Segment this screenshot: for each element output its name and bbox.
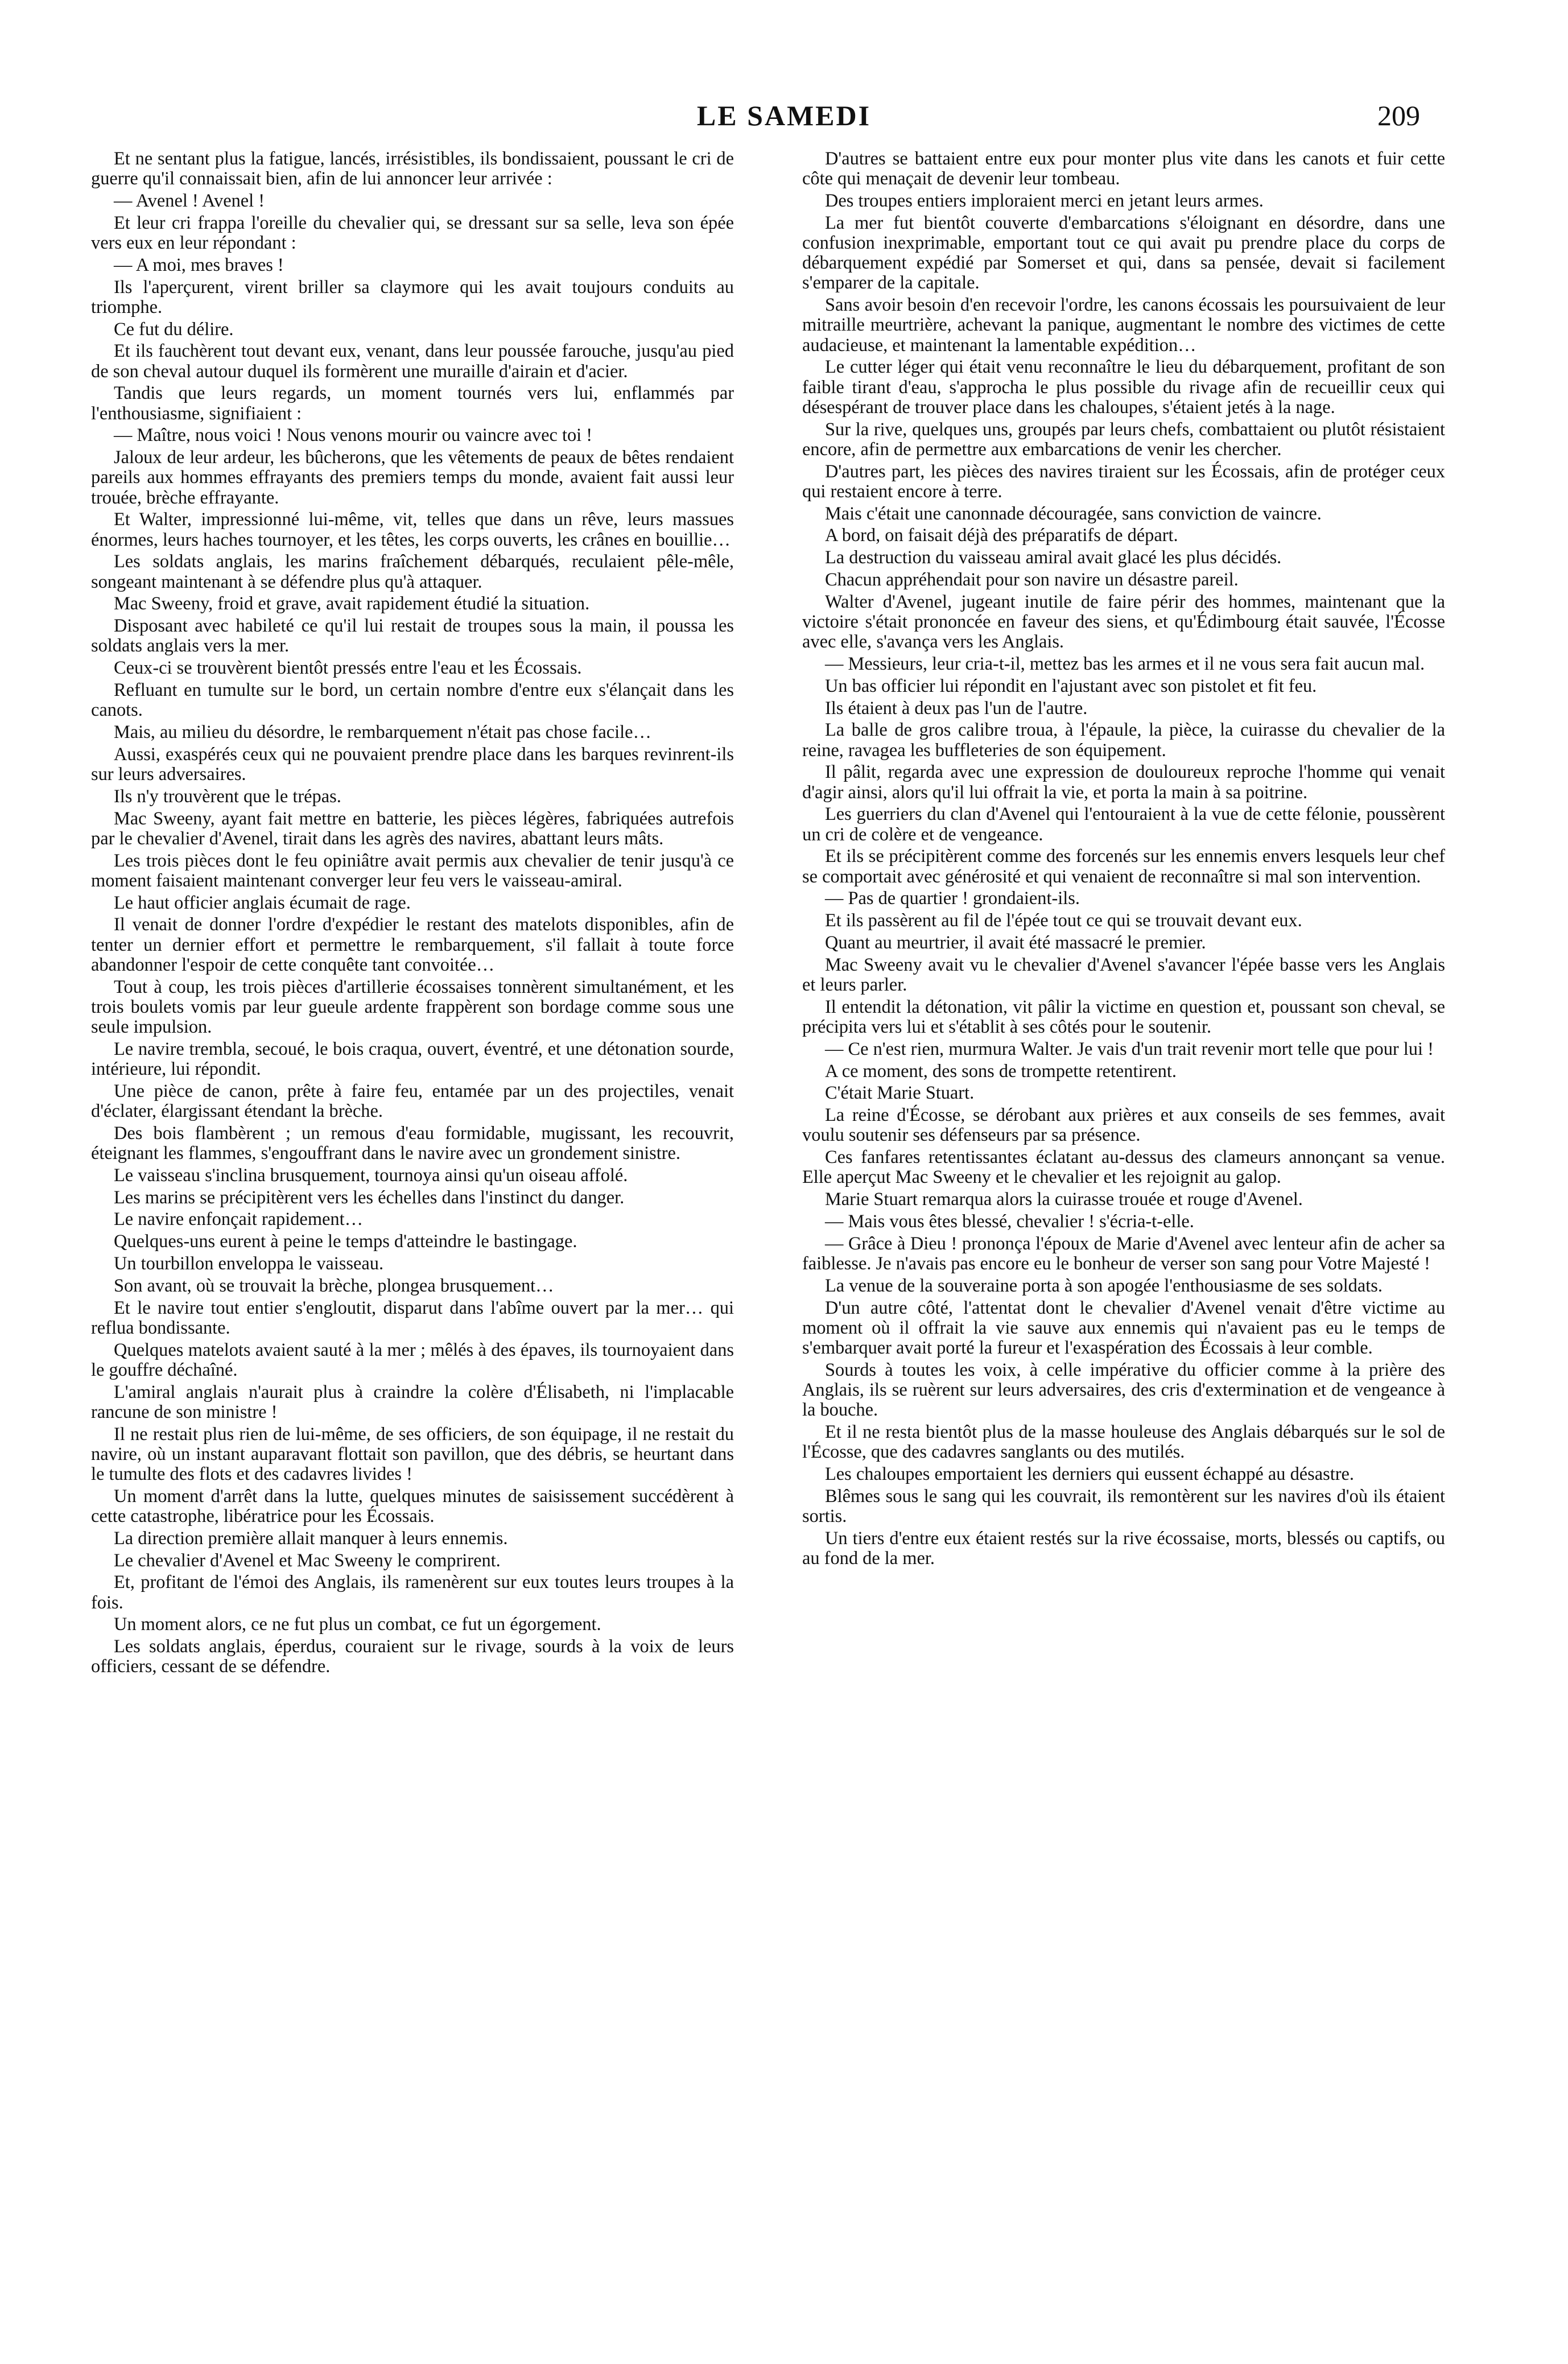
paragraph: Les trois pièces dont le feu opiniâtre avait permis aux chevalier de tenir jusqu'à ce moment faisaient maintenant converger leur feu vers le vaisseau-amiral. [91, 850, 734, 891]
paragraph: Ces fanfares retentissantes éclatant au-dessus des clameurs annonçant sa venue. Elle aperçut Mac Sweeny et le chevalier et les rejoignit au galop. [802, 1147, 1445, 1188]
paragraph: — Avenel ! Avenel ! [114, 191, 265, 211]
paragraph: La reine d'Écosse, se dérobant aux prières et aux conseils de ses femmes, avait voulu soutenir ses défenseurs par sa présence. [802, 1105, 1445, 1146]
paragraph: Aussi, exaspérés ceux qui ne pouvaient prendre place dans les barques revinrent-ils sur leurs adversaires. [91, 744, 734, 785]
paragraph: Refluant en tumulte sur le bord, un certain nombre d'entre eux s'élançait dans les canots. [91, 679, 734, 721]
paragraph: Walter d'Avenel, jugeant inutile de faire périr des hommes, maintenant que la victoire s'était prononcée en faveur des siens, et qu'Édimbourg était sauvée, l'Écosse avec elle, s'avança vers les Anglais. [802, 591, 1445, 653]
paragraph: Des troupes entiers imploraient merci en jetant leurs armes. [825, 191, 1264, 211]
paragraph: Ils l'aperçurent, virent briller sa claymore qui les avait toujours conduits au triomphe. [91, 277, 734, 317]
paragraph: Un moment d'arrêt dans la lutte, quelques minutes de saisissement succédèrent à cette catastrophe, libératrice pour les Écossais. [91, 1486, 734, 1527]
paragraph: La balle de gros calibre troua, à l'épaule, la pièce, la cuirasse du chevalier de la reine, ravagea les buffleteries de son équipement. [802, 720, 1445, 761]
paragraph: La direction première allait manquer à leurs ennemis. [114, 1528, 508, 1549]
paragraph: Les marins se précipitèrent vers les échelles dans l'instinct du danger. [114, 1187, 625, 1208]
paragraph: Le vaisseau s'inclina brusquement, tournoya ainsi qu'un oiseau affolé. [114, 1165, 628, 1186]
paragraph: Ils n'y trouvèrent que le trépas. [114, 786, 341, 807]
paragraph: Et Walter, impressionné lui-même, vit, telles que dans un rêve, leurs massues énormes, leurs haches tournoyer, et les têtes, les corps ouverts, les crânes en bouillie… [91, 509, 734, 550]
paragraph: Le navire trembla, secoué, le bois craqua, ouvert, éventré, et une détonation sourde, intérieure, lui répondit. [91, 1038, 734, 1079]
paragraph: Il entendit la détonation, vit pâlir la victime en question et, poussant son cheval, se précipita vers lui et s'établit à ses côtés pour le soutenir. [802, 996, 1445, 1037]
paragraph: Il pâlit, regarda avec une expression de douloureux reproche l'homme qui venait d'agir ainsi, alors qu'il lui offrait la vie, et porta la main à sa poitrine. [802, 762, 1445, 803]
paragraph: La mer fut bientôt couverte d'embarcations s'éloignant en désordre, dans une confusion inexprimable, emportant tout ce qui avait pu prendre place du corps de débarquement expédié par Somerset et qui, dans sa pensée, devait si facilement s'emparer de la capitale. [802, 212, 1445, 294]
paragraph: Une pièce de canon, prête à faire feu, entamée par un des projectiles, venait d'éclater, élargissant étendant la brèche. [91, 1080, 734, 1121]
paragraph: Le navire enfonçait rapidement… [114, 1209, 363, 1230]
paragraph: Les guerriers du clan d'Avenel qui l'entouraient à la vue de cette félonie, poussèrent un cri de colère et de vengeance. [802, 804, 1445, 845]
paragraph: Les soldats anglais, les marins fraîchement débarqués, reculaient pêle-mêle, songeant maintenant à se défendre plus qu'à attaquer. [91, 551, 734, 592]
paragraph: Un tiers d'entre eux étaient restés sur la rive écossaise, morts, blessés ou captifs, ou au fond de la mer. [802, 1528, 1445, 1569]
paragraph: — Mais vous êtes blessé, chevalier ! s'écria-t-elle. [825, 1211, 1194, 1232]
paragraph: Mais c'était une canonnade découragée, sans conviction de vaincre. [825, 503, 1322, 524]
paragraph: Jaloux de leur ardeur, les bûcherons, que les vêtements de peaux de bêtes rendaient pareils aux hommes effrayants des premiers temps du monde, avaient fait aussi leur trouée, brèche effrayante. [91, 447, 734, 508]
paragraph: Mais, au milieu du désordre, le rembarquement n'était pas chose facile… [114, 721, 651, 742]
paragraph: L'amiral anglais n'aurait plus à craindre la colère d'Élisabeth, ni l'implacable rancune de son ministre ! [91, 1381, 734, 1422]
paragraph: Et le navire tout entier s'engloutit, disparut dans l'abîme ouvert par la mer… qui reflua bondissante. [91, 1297, 734, 1338]
paragraph: D'un autre côté, l'attentat dont le chevalier d'Avenel venait d'être victime au moment où il offrait la vie sauve aux ennemis qui n'avaient pas eu le temps de s'embarquer avait porté la fureur et l'exaspération des Écossais à leur comble. [802, 1297, 1445, 1358]
paragraph: Sans avoir besoin d'en recevoir l'ordre, les canons écossais les poursuivaient de leur mitraille meurtrière, achevant la panique, augmentant le nombre des victimes de cette audacieuse, et maintenant la lamentable expédition… [802, 295, 1445, 356]
paragraph: Le cutter léger qui était venu reconnaître le lieu du débarquement, profitant de son faible tirant d'eau, s'approcha le plus possible du rivage afin de recueillir ceux qui désespérant de trouver place dans les chaloupes, s'étaient jetés à la nage. [802, 357, 1445, 418]
right-column [802, 149, 1445, 1571]
paragraph: Quant au meurtrier, il avait été massacré le premier. [825, 932, 1206, 953]
paragraph: Ce fut du délire. [114, 319, 234, 340]
paragraph: Chacun appréhendait pour son navire un désastre pareil. [825, 570, 1239, 590]
paragraph: A ce moment, des sons de trompette retentirent. [825, 1061, 1177, 1082]
paragraph: Le haut officier anglais écumait de rage. [114, 892, 411, 913]
paragraph: Et ils passèrent au fil de l'épée tout ce qui se trouvait devant eux. [825, 910, 1302, 931]
paragraph: — Ce n'est rien, murmura Walter. Je vais d'un trait revenir mort telle que pour lui ! [825, 1038, 1434, 1059]
paragraph: Blêmes sous le sang qui les couvrait, ils remontèrent sur les navires d'où ils étaient sortis. [802, 1486, 1445, 1527]
paragraph: Mac Sweeny, ayant fait mettre en batterie, les pièces légères, fabriquées autrefois par le chevalier d'Avenel, tirait dans les agrès des navires, abattant leurs mâts. [91, 808, 734, 849]
paragraph: Tout à coup, les trois pièces d'artillerie écossaises tonnèrent simultanément, et les trois boulets vomis par leur gueule ardente frappèrent son bordage comme sous une seule impulsion. [91, 976, 734, 1037]
paragraph: Un bas officier lui répondit en l'ajustant avec son pistolet et fit feu. [825, 675, 1317, 696]
paragraph: — Messieurs, leur cria-t-il, mettez bas les armes et il ne vous sera fait aucun mal. [825, 654, 1425, 674]
paragraph: Un moment alors, ce ne fut plus un combat, ce fut un égorgement. [114, 1614, 601, 1635]
paragraph: Tandis que leurs regards, un moment tournés vers lui, enflammés par l'enthousiasme, signifiaient : [91, 383, 734, 424]
paragraph: A bord, on faisait déjà des préparatifs de départ. [825, 525, 1178, 546]
paragraph: La venue de la souveraine porta à son apogée l'enthousiasme de ses soldats. [825, 1275, 1383, 1296]
paragraph: — A moi, mes braves ! [114, 254, 284, 275]
running-head [97, 96, 1471, 135]
paragraph: Les chaloupes emportaient les derniers qui eussent échappé au désastre. [825, 1463, 1354, 1484]
paragraph: D'autres se battaient entre eux pour monter plus vite dans les canots et fuir cette côte qui menaçait de devenir leur tombeau. [802, 148, 1445, 189]
paragraph: Mac Sweeny avait vu le chevalier d'Avenel s'avancer l'épée basse vers les Anglais et leurs parler. [802, 954, 1445, 995]
paragraph: Et leur cri frappa l'oreille du chevalier qui, se dressant sur sa selle, leva son épée vers eux en leur répondant : [91, 212, 734, 253]
paragraph: Sur la rive, quelques uns, groupés par leurs chefs, combattaient ou plutôt résistaient encore, afin de permettre aux embarcations de venir les chercher. [802, 419, 1445, 460]
paragraph: Ils étaient à deux pas l'un de l'autre. [825, 698, 1088, 719]
paragraph: Quelques-uns eurent à peine le temps d'atteindre le bastingage. [114, 1231, 577, 1252]
paragraph: Ceux-ci se trouvèrent bientôt pressés entre l'eau et les Écossais. [114, 658, 582, 679]
paragraph: Et, profitant de l'émoi des Anglais, ils ramenèrent sur eux toutes leurs troupes à la fois. [91, 1572, 734, 1613]
paragraph: Disposant avec habileté ce qu'il lui restait de troupes sous la main, il poussa les soldats anglais vers la mer. [91, 616, 734, 657]
paragraph: La destruction du vaisseau amiral avait glacé les plus décidés. [825, 547, 1282, 568]
page-number: 209 [1377, 100, 1420, 131]
paragraph: Il venait de donner l'ordre d'expédier le restant des matelots disponibles, afin de tenter un dernier effort et permettre le rembarquement, s'il fallait à toute force abandonner l'espoir de cette conquête tant convoitée… [91, 914, 734, 975]
paragraph: — Pas de quartier ! grondaient-ils. [825, 888, 1080, 909]
paragraph: Des bois flambèrent ; un remous d'eau formidable, mugissant, les recouvrit, éteignant les flammes, s'engouffrant dans le navire avec un grondement sinistre. [91, 1123, 734, 1164]
journal-title: LE SAMEDI [696, 100, 872, 131]
paragraph: Sourds à toutes les voix, à celle impérative du officier comme à la prière des Anglais, ils se ruèrent sur leurs adversaires, des cris d'extermination et de vengeance à la bouche. [802, 1359, 1445, 1421]
paragraph: Son avant, où se trouvait la brèche, plongea brusquement… [114, 1275, 554, 1296]
paragraph: Le chevalier d'Avenel et Mac Sweeny le comprirent. [114, 1550, 501, 1571]
paragraph: Et il ne resta bientôt plus de la masse houleuse des Anglais débarqués sur le sol de l'Écosse, que des cadavres sanglants ou des mutilés. [802, 1421, 1445, 1463]
paragraph: Et ils fauchèrent tout devant eux, venant, dans leur poussée farouche, jusqu'au pied de son cheval autour duquel ils formèrent une muraille d'airain et d'acier. [91, 341, 734, 382]
paragraph: Un tourbillon enveloppa le vaisseau. [114, 1253, 384, 1274]
paragraph: Les soldats anglais, éperdus, couraient sur le rivage, sourds à la voix de leurs officiers, cessant de se défendre. [91, 1636, 734, 1677]
paragraph: — Maître, nous voici ! Nous venons mourir ou vaincre avec toi ! [114, 425, 593, 446]
paragraph: Il ne restait plus rien de lui-même, de ses officiers, de son équipage, il ne restait du navire, où un instant auparavant flottait son pavillon, que des débris, se heurtant dans le tumulte des flots et des cadavres livides ! [91, 1424, 734, 1484]
paragraph: Et ils se précipitèrent comme des forcenés sur les ennemis envers lesquels leur chef se comportait avec générosité et qui venaient de reconnaître si mal son intervention. [802, 846, 1445, 887]
paragraph: Et ne sentant plus la fatigue, lancés, irrésistibles, ils bondissaient, poussant le cri de guerre qu'il connaissait bien, afin de lui annoncer leur arrivée : [91, 148, 734, 189]
paragraph: — Grâce à Dieu ! prononça l'époux de Marie d'Avenel avec lenteur afin de acher sa faiblesse. Je n'avais pas encore eu le bonheur de verser son sang pour Votre Majesté ! [802, 1233, 1445, 1274]
paragraph: Marie Stuart remarqua alors la cuirasse trouée et rouge d'Avenel. [825, 1189, 1303, 1210]
paragraph: Quelques matelots avaient sauté à la mer ; mêlés à des épaves, ils tournoyaient dans le gouffre déchaîné. [91, 1339, 734, 1380]
left-column [91, 149, 734, 1679]
paragraph: Mac Sweeny, froid et grave, avait rapidement étudié la situation. [114, 593, 590, 614]
paragraph: C'était Marie Stuart. [825, 1083, 975, 1104]
paragraph: D'autres part, les pièces des navires tiraient sur les Écossais, afin de protéger ceux qui restaient encore à terre. [802, 461, 1445, 502]
